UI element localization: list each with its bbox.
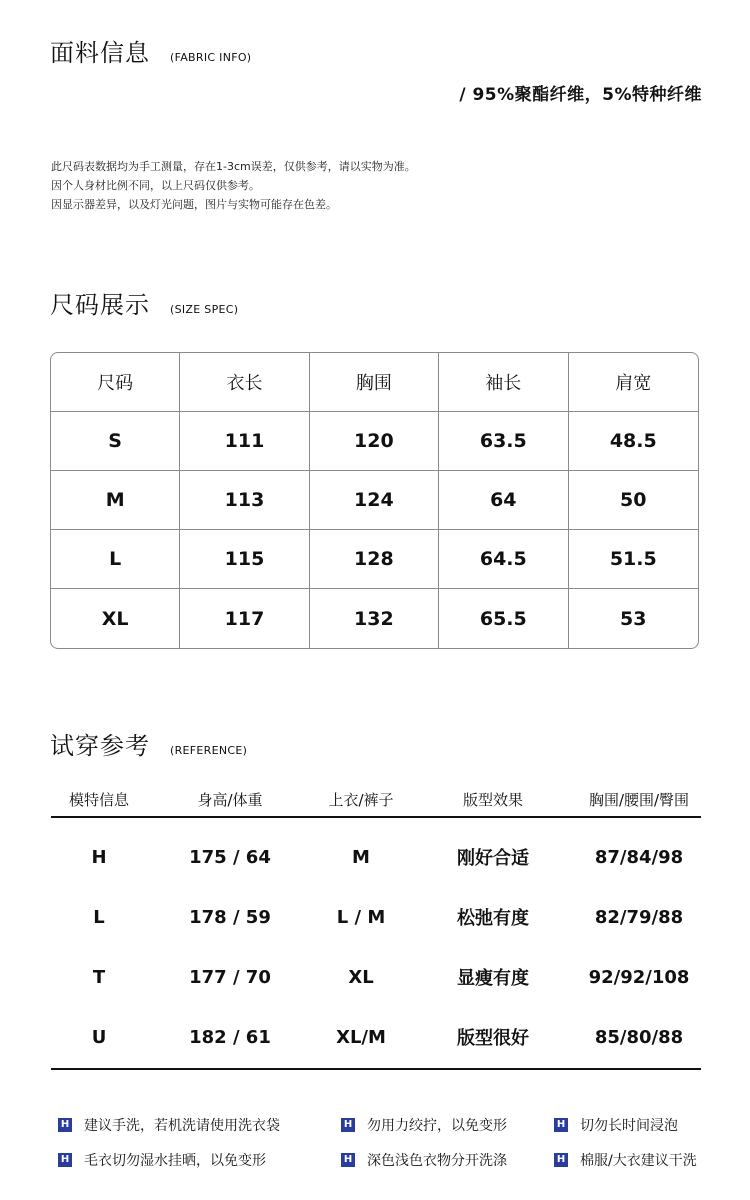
care-item [58, 1150, 266, 1170]
reference-table-header [51, 788, 701, 818]
body-measurements: 87/84/98 [594, 846, 684, 868]
size-table-row [51, 589, 698, 648]
size-header-cell: 尺码 [51, 353, 180, 412]
care-text: 毛衣切勿湿水挂晒，以免变形 [84, 1153, 266, 1169]
care-item [58, 1115, 280, 1135]
size-header-cell: 肩宽 [569, 353, 698, 412]
h-badge-icon: H [341, 1118, 355, 1132]
care-text: 建议手洗，若机洗请使用洗衣袋 [84, 1118, 280, 1134]
size-cell: 117 [180, 589, 309, 648]
body-measurements: 92/92/108 [588, 966, 690, 988]
size-cell: 113 [180, 471, 309, 530]
fabric-composition: / 95%聚酯纤维，5%特种纤维 [459, 85, 702, 105]
size-table-header [51, 353, 698, 412]
h-badge-icon: H [58, 1153, 72, 1167]
reference-title-en: (REFERENCE) [170, 744, 248, 757]
height-weight: 182 / 61 [189, 1026, 271, 1048]
size-cell: XL [51, 589, 180, 648]
size-cell: S [51, 412, 180, 471]
height-weight: 178 / 59 [189, 906, 271, 928]
reference-header-cell: 身高/体重 [197, 791, 263, 809]
reference-row [51, 887, 701, 947]
fabric-info-title [50, 33, 251, 68]
size-header-cell: 胸围 [310, 353, 439, 412]
top-bottom-size: XL/M [336, 1026, 386, 1048]
care-item [554, 1115, 678, 1135]
size-cell: 124 [310, 471, 439, 530]
height-weight: 175 / 64 [189, 846, 271, 868]
reference-row [51, 947, 701, 1007]
fit-effect: 显瘦有度 [457, 968, 529, 989]
fabric-title-zh: 面料信息 [50, 39, 150, 67]
size-header-cell: 袖长 [439, 353, 568, 412]
size-cell: 128 [310, 530, 439, 589]
model-name: U [91, 1026, 107, 1048]
model-name: H [91, 846, 107, 868]
top-bottom-size: XL [348, 966, 374, 988]
fit-effect: 刚好合适 [457, 848, 529, 869]
note-line: 此尺码表数据均为手工测量，存在1-3cm误差，仅供参考，请以实物为准。 [51, 160, 416, 173]
h-badge-icon: H [554, 1153, 568, 1167]
size-table-row [51, 412, 698, 471]
size-cell: 64.5 [439, 530, 568, 589]
reference-title-zh: 试穿参考 [50, 732, 150, 760]
size-cell: 50 [569, 471, 698, 530]
size-cell: 53 [620, 607, 647, 630]
size-cell: 65.5 [439, 589, 568, 648]
size-table [50, 352, 699, 649]
reference-row [51, 827, 701, 887]
reference-header-cell: 上衣/裤子 [328, 791, 394, 809]
model-name: T [92, 966, 106, 988]
height-weight: 177 / 70 [189, 966, 271, 988]
size-cell: 51.5 [569, 530, 698, 589]
measurement-notes [51, 157, 416, 214]
reference-header-cell: 模特信息 [68, 791, 129, 809]
top-bottom-size: L / M [336, 906, 386, 928]
h-badge-icon: H [341, 1153, 355, 1167]
size-cell: M [51, 471, 180, 530]
reference-header-cell: 胸围/腰围/臀围 [588, 791, 690, 809]
body-measurements: 82/79/88 [594, 906, 684, 928]
fit-effect: 松弛有度 [457, 908, 529, 929]
size-cell: 132 [310, 589, 439, 648]
care-text: 深色浅色衣物分开洗涤 [367, 1153, 507, 1169]
care-item [341, 1115, 507, 1135]
top-bottom-size: M [352, 846, 370, 868]
size-cell: 63.5 [439, 412, 568, 471]
body-measurements: 85/80/88 [594, 1026, 684, 1048]
size-title-en: (SIZE SPEC) [170, 303, 239, 316]
note-line: 因显示器差异，以及灯光问题，图片与实物可能存在色差。 [51, 198, 337, 211]
size-spec-title [50, 285, 238, 320]
size-cell: 64 [439, 471, 568, 530]
size-cell: L [51, 530, 180, 589]
size-cell: 115 [180, 530, 309, 589]
reference-row [51, 1007, 701, 1067]
reference-title [50, 726, 247, 761]
care-item [554, 1150, 697, 1170]
size-cell: 48.5 [569, 412, 698, 471]
model-name: L [93, 906, 105, 928]
reference-header-cell: 版型效果 [462, 791, 523, 809]
fit-effect: 版型很好 [457, 1028, 529, 1049]
care-text: 切勿长时间浸泡 [580, 1118, 678, 1134]
size-cell: 111 [180, 412, 309, 471]
size-title-zh: 尺码展示 [50, 291, 150, 319]
care-text: 勿用力绞拧，以免变形 [367, 1118, 507, 1134]
size-cell: 120 [310, 412, 439, 471]
care-item [341, 1150, 507, 1170]
note-line: 因个人身材比例不同，以上尺码仅供参考。 [51, 179, 260, 192]
fabric-title-en: (FABRIC INFO) [170, 51, 252, 64]
size-header-cell: 衣长 [180, 353, 309, 412]
reference-bottom-rule [51, 1068, 701, 1070]
care-text: 棉服/大衣建议干洗 [580, 1153, 697, 1169]
h-badge-icon: H [554, 1118, 568, 1132]
size-table-row [51, 471, 698, 530]
size-table-row [51, 530, 698, 589]
h-badge-icon: H [58, 1118, 72, 1132]
